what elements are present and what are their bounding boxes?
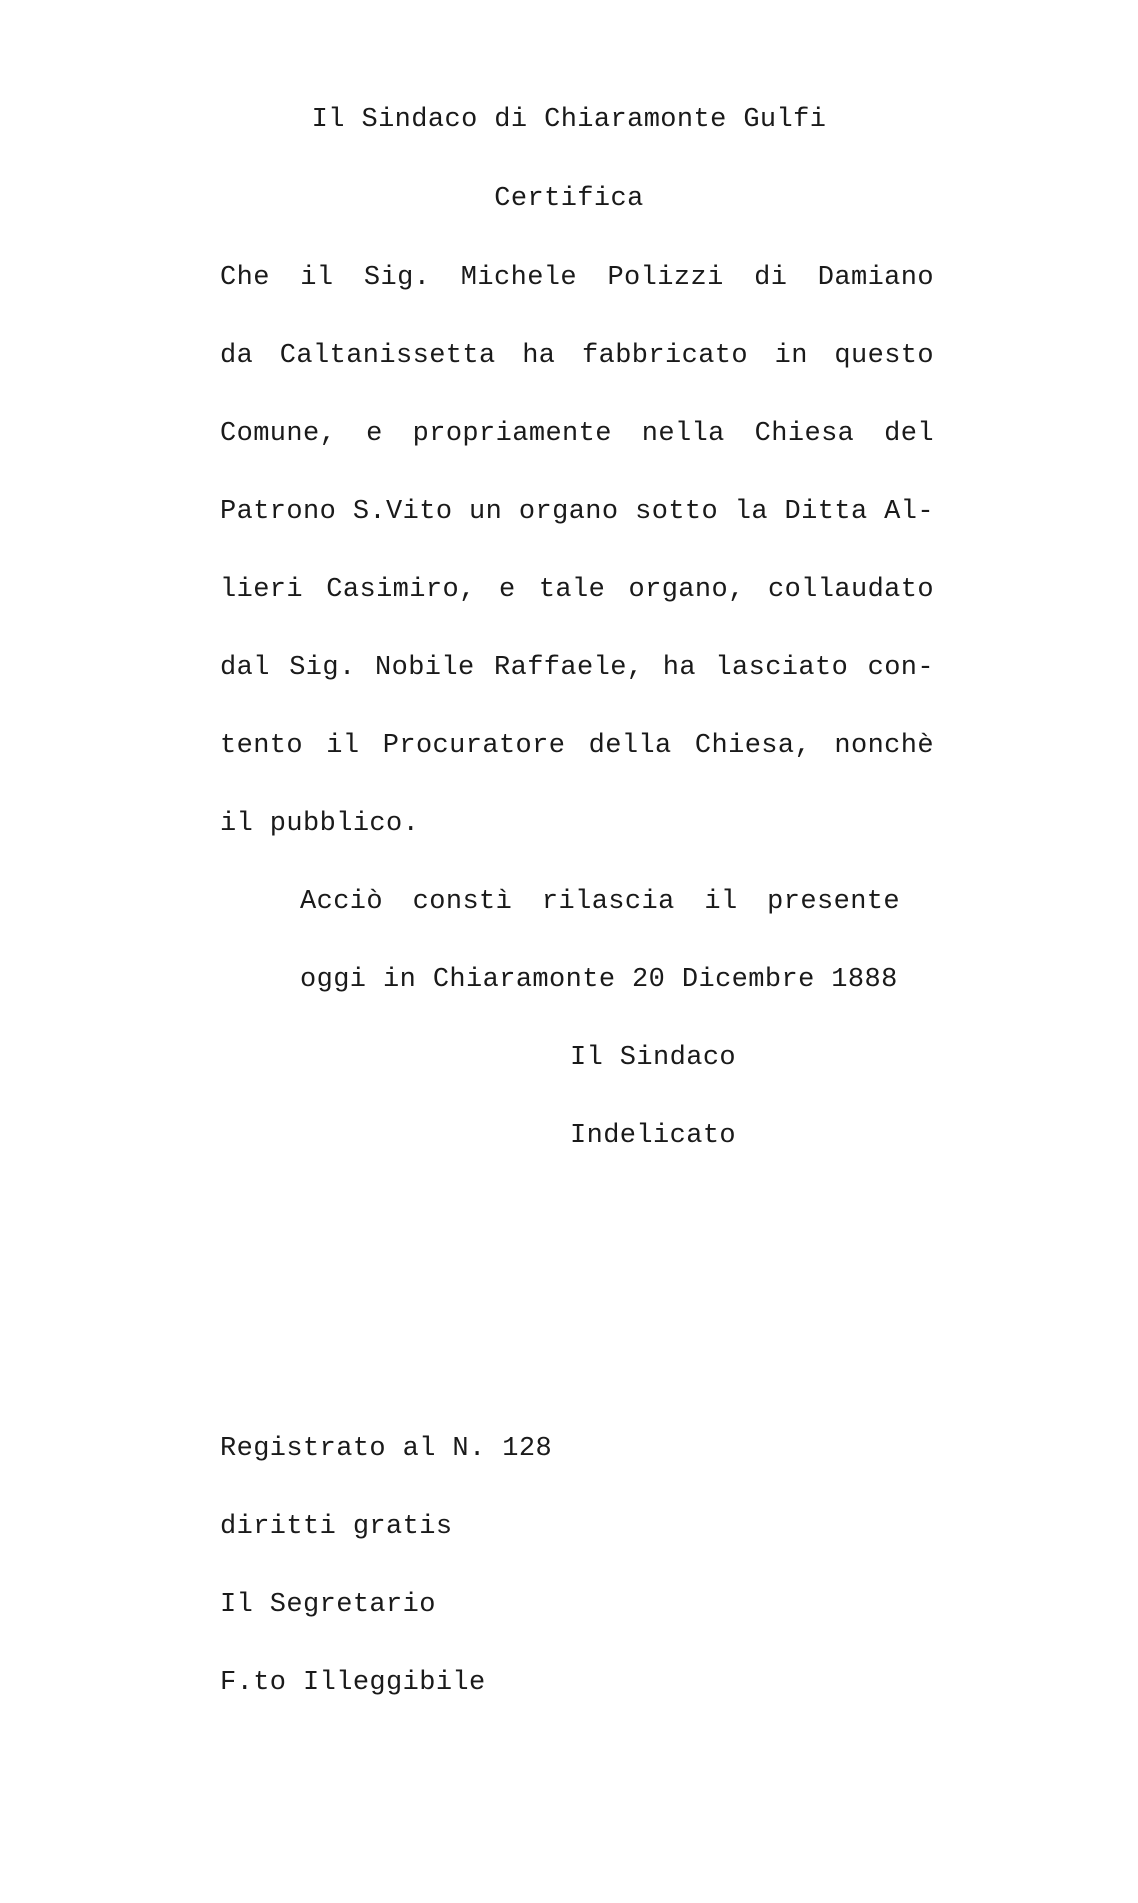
subheading: Certifica [494,184,644,214]
body-line: Che il Sig. Michele Polizzi di Damiano [220,263,934,293]
registration-fees: diritti gratis [220,1512,453,1542]
signature-name: Indelicato [570,1121,737,1151]
body-line: Patrono S.Vito un organo sotto la Ditta Al- [220,497,934,527]
body-line: tento il Procuratore della Chiesa, nonchè [220,731,934,761]
registration-signature: F.to Illeggibile [220,1668,486,1698]
body-line: dal Sig. Nobile Raffaele, ha lasciato con- [220,653,934,683]
signature-title: Il Sindaco [570,1043,737,1073]
heading: Il Sindaco di Chiaramonte Gulfi [311,105,827,135]
body-line: Comune, e propriamente nella Chiesa del [220,419,934,449]
registration-secretary: Il Segretario [220,1590,436,1620]
registration-number: Registrato al N. 128 [220,1434,553,1464]
closing-line: oggi in Chiaramonte 20 Dicembre 1888 [300,965,898,995]
body-line: lieri Casimiro, e tale organo, collaudato [220,575,934,605]
body-line-last: il pubblico. [220,809,420,839]
closing-line: Acciò constì rilascia il presente [300,887,900,917]
body-line: da Caltanissetta ha fabbricato in questo [220,341,934,371]
